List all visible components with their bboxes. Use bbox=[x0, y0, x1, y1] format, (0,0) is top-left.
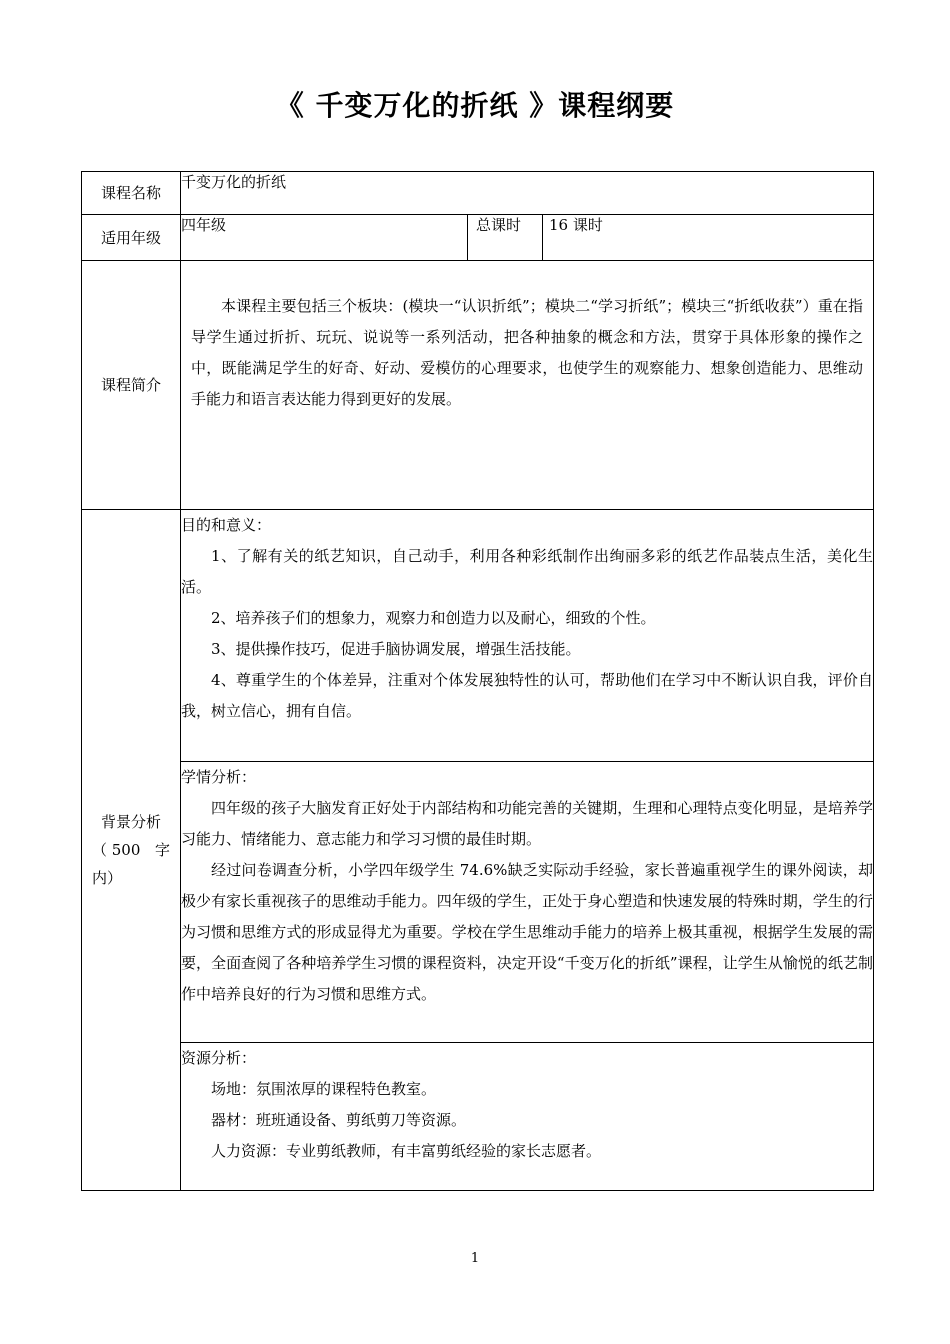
resource-item-3: 人力资源：专业剪纸教师，有丰富剪纸经验的家长志愿者。 bbox=[211, 1142, 602, 1160]
background-label-cell bbox=[82, 510, 181, 1191]
word-limit-open: （ 500 bbox=[92, 841, 141, 859]
purpose-item-1: 1、了解有关的纸艺知识，自己动手，利用各种彩纸制作出绚丽多彩的纸艺作品装点生活，美化生活。 bbox=[181, 547, 874, 596]
course-name-value: 千变万化的折纸 bbox=[181, 172, 874, 215]
grade-value: 四年级 bbox=[181, 215, 468, 261]
intro-text: 本课程主要包括三个板块：(模块一“认识折纸”；模块二“学习折纸”；模块三“折纸收获”）重在指导学生通过折折、玩玩、说说等一系列活动，把各种抽象的概念和方法，贯穿于具体形象的操作之中，既能满足学生的好奇、好动、爱模仿的心理要求，也使学生的观察能力、想象创造能力、思维动手能力和语言表达能力得到更好的发展。 bbox=[191, 297, 864, 408]
total-hours-label: 总课时 bbox=[468, 215, 543, 261]
background-label: 背景分析 bbox=[100, 813, 161, 831]
row-purpose bbox=[82, 510, 874, 762]
purpose-item-4: 4、尊重学生的个体差异，注重对个体发展独特性的认可，帮助他们在学习中不断认识自我，评价自我，树立信心，拥有自信。 bbox=[181, 671, 874, 720]
resource-item-1: 场地：氛围浓厚的课程特色教室。 bbox=[211, 1080, 437, 1098]
intro-cell bbox=[181, 261, 874, 510]
word-limit-close: 内） bbox=[92, 869, 123, 887]
row-course-name bbox=[82, 172, 874, 215]
purpose-section bbox=[181, 510, 874, 762]
word-limit-char: 字 bbox=[154, 841, 170, 859]
resource-item-2: 器材：班班通设备、剪纸剪刀等资源。 bbox=[211, 1111, 467, 1129]
resources-heading: 资源分析： bbox=[181, 1049, 257, 1067]
total-hours-value: 16 课时 bbox=[543, 215, 874, 261]
row-grade bbox=[82, 215, 874, 261]
page-number: 1 bbox=[470, 1251, 480, 1266]
course-outline-table bbox=[81, 171, 874, 1191]
row-analysis bbox=[82, 762, 874, 1043]
purpose-item-2: 2、培养孩子们的想象力，观察力和创造力以及耐心，细致的个性。 bbox=[211, 609, 656, 627]
analysis-heading: 学情分析： bbox=[181, 768, 257, 786]
word-limit-note bbox=[92, 836, 170, 864]
resources-section bbox=[181, 1043, 874, 1191]
analysis-para-1: 四年级的孩子大脑发育正好处于内部结构和功能完善的关键期，生理和心理特点变化明显，是培养学习能力、情绪能力、意志能力和学习习惯的最佳时期。 bbox=[181, 799, 874, 848]
analysis-para-2: 经过问卷调查分析，小学四年级学生 74.6%缺乏实际动手经验，家长普遍重视学生的课外阅读，却极少有家长重视孩子的思维动手能力。四年级的学生，正处于身心塑造和快速发展的特殊时期，学生的行为习惯和思维方式的形成显得尤为重要。学校在学生思维动手能力的培养上极其重视，根据学生发展的需要，全面查阅了各种培养学生习惯的课程资料，决定开设“千变万化的折纸”课程，让学生从愉悦的纸艺制作中培养良好的行为习惯和思维方式。 bbox=[181, 861, 874, 1003]
purpose-item-3: 3、提供操作技巧，促进手脑协调发展，增强生活技能。 bbox=[211, 640, 581, 658]
purpose-heading: 目的和意义： bbox=[181, 516, 272, 534]
course-name-label: 课程名称 bbox=[82, 172, 181, 215]
row-resources bbox=[82, 1043, 874, 1191]
intro-label: 课程简介 bbox=[82, 261, 181, 510]
row-intro bbox=[82, 261, 874, 510]
analysis-section bbox=[181, 762, 874, 1043]
document-title: 《 千变万化的折纸 》课程纲要 bbox=[275, 89, 675, 122]
grade-label: 适用年级 bbox=[82, 215, 181, 261]
